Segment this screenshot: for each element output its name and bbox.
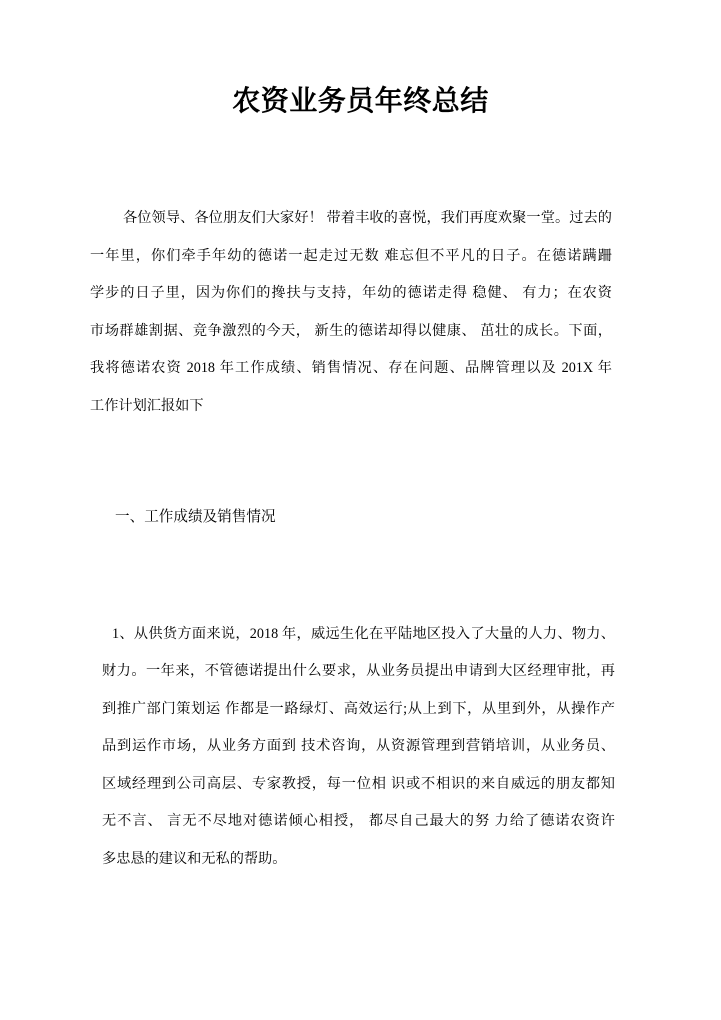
text-line: 我将德诺农资 2018 年工作成绩、销售情况、存在问题、品牌管理以及 201X 年 xyxy=(90,360,612,376)
text-line: 品到运作市场，从业务方面到 技术咨询，从资源管理到营销培训，从业务员、 xyxy=(102,738,615,754)
document-title: 农资业务员年终总结 xyxy=(232,86,489,117)
text-line: 区域经理到公司高层、专家教授，每一位相 识或不相识的来自威远的朋友都知 xyxy=(102,775,615,792)
text-line: 到推广部门策划运 作都是一路绿灯、高效运行;从上到下，从里到外，从操作产 xyxy=(102,700,615,717)
text-line: 市场群雄割据、竞争激烈的今天， 新生的德诺却得以健康、 茁壮的成长。下面， xyxy=(90,322,612,339)
text-line: 财力。一年来，不管德诺提出什么要求，从业务员提出申请到大区经理审批，再 xyxy=(102,663,615,679)
text-line: 多忠恳的建议和无私的帮助。 xyxy=(102,850,287,867)
text-line: 一年里，你们牵手年幼的德诺一起走过无数 难忘但不平凡的日子。在德诺蹒跚 xyxy=(90,247,612,264)
supply-paragraph xyxy=(102,616,615,879)
text-line: 无不言、 言无不尽地对德诺倾心相授， 都尽自己最大的努 力给了德诺农资许 xyxy=(102,813,615,829)
greeting-paragraph xyxy=(90,200,612,425)
text-line: 学步的日子里，因为你们的搀扶与支持，年幼的德诺走得 稳健、 有力；在农资 xyxy=(90,285,612,301)
text-line: 工作计划汇报如下 xyxy=(90,397,204,414)
text-line: 各位领导、各位朋友们大家好！ 带着丰收的喜悦，我们再度欢聚一堂。过去的 xyxy=(123,210,612,226)
text-line: 1、从供货方面来说，2018 年，威远生化在平陆地区投入了大量的人力、物力、 xyxy=(112,625,615,642)
section-heading: 一、工作成绩及销售情况 xyxy=(115,509,276,525)
